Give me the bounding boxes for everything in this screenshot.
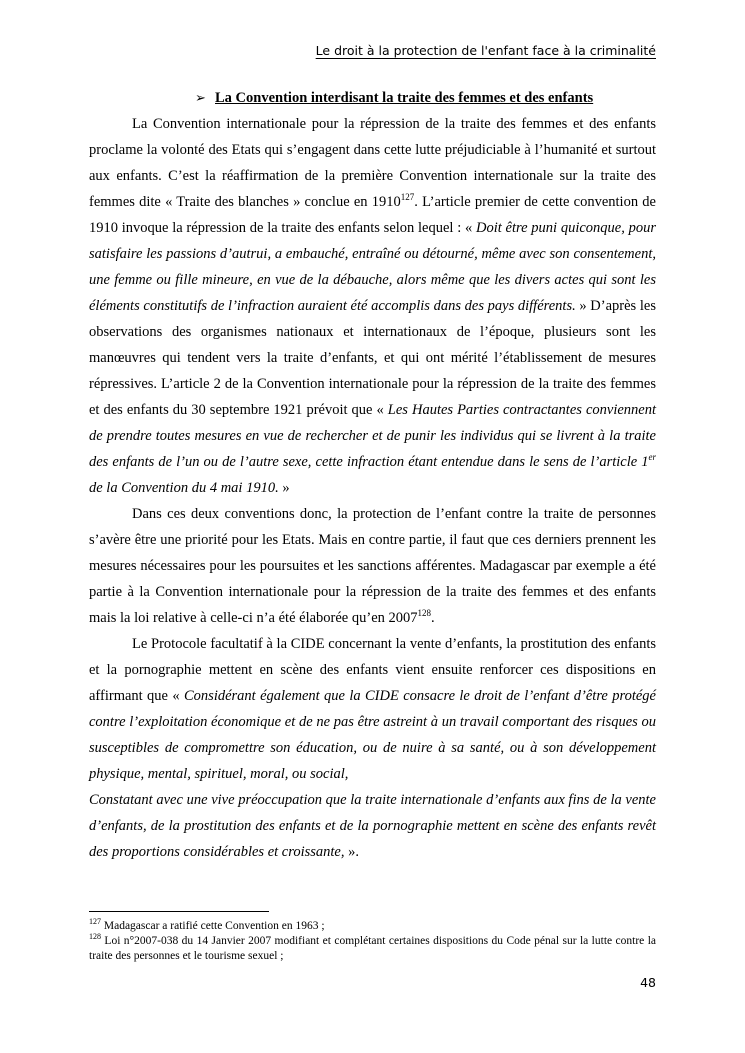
paragraph-1: La Convention internationale pour la répression de la traite des femmes et des enfants proclame la volonté des Etats qui s’engagent dans cette lutte préjudiciable à l’humanité et surtout aux enfants. C’est la réaffirmation de la première Convention internationale sur la traite des femmes dite « Traite des blanches » conclue en 1910$^{127}$. L’article premier de cette convention de 1910 invoque la répression de la traite des enfants selon lequel : « Doit être puni quiconque, pour satisfaire les passions d’autrui, a embauché, entraîné ou détourné, même avec son consentement, une femme ou fille mineure, en vue de la débauche, alors même que les divers actes qui sont les éléments constitutifs de l’infraction auraient été accomplis dans des pays différents. » D’après les observations des organismes nationaux et internationaux de l’époque, plusieurs sont les manœuvres qui tendent vers la traite d’enfants, et qui ont mérité l’établissement de mesures répressives. L’article 2 de la Convention internationale pour la répression de la traite des femmes et des enfants du 30 septembre 1921 prévoit que « Les Hautes Parties contractantes conviennent de prendre toutes mesures en vue de rechercher et de punir les individus qui se livrent à la traite des enfants de l’un ou de l’autre sexe, cette infraction étant entendue dans le sens de l’article 1er de la Convention du 4 mai 1910. » xyxy=(89,116,656,496)
paragraph-2: Dans ces deux conventions donc, la protection de l’enfant contre la traite de personnes s’avère être une priorité pour les Etats. Mais en contre partie, il faut que ces derniers prennent les mesures nécessaires pour les poursuites et les sanctions afférentes. Madagascar par exemple a été partie à la Convention internationale pour la répression de la traite des femmes et des enfants mais la loi relative à celle-ci n’a été élaborée qu’en 2007$^{128}$. xyxy=(89,506,656,626)
quote-1921: Les Hautes Parties contractantes conviennent de prendre toutes mesures en vue de rechercher et de punir les individus qui se livrent à la traite des enfants de l’un ou de l’autre sexe, cette infraction étant entendue dans le sens de l’article 1 xyxy=(89,402,656,470)
page-number: 48 xyxy=(640,975,656,990)
paragraph-4: Constatant avec une vive préoccupation que la traite internationale d’enfants aux fins de la vente d’enfants, de la prostitution des enfants et de la pornographie mettent en scène des enfants revêt des proportions considérables et croissante, ». xyxy=(89,792,656,860)
quote-1910: Doit être puni quiconque, pour satisfaire les passions d’autrui, a embauché, entraîné ou détourné, même avec son consentement, une femme ou fille mineure, en vue de la débauche, alors même que les divers actes qui sont les éléments constitutifs de l’infraction auraient été accomplis dans des pays différents. xyxy=(89,220,656,314)
section-heading-title: La Convention interdisant la traite des femmes et des enfants xyxy=(215,90,594,106)
footnote-ref-127[interactable]: 127 xyxy=(400,192,415,203)
arrow-bullet-icon: ➢ xyxy=(195,90,206,105)
section-heading xyxy=(89,85,656,111)
footnote-127: $^{127}$ Madagascar a ratifié cette Convention en 1963 ; xyxy=(89,917,325,932)
quote-protocol-continued: Constatant avec une vive préoccupation que la traite internationale d’enfants aux fins de la vente d’enfants, de la prostitution des enfants et de la pornographie mettent en scène des enfants revêt des proportions considérables et croissante, xyxy=(89,792,656,860)
footnote-separator xyxy=(89,911,269,912)
footnotes xyxy=(89,919,656,964)
footnote-ref-128[interactable]: 128 xyxy=(417,608,432,619)
quote-protocol: Considérant également que la CIDE consacre le droit de l’enfant d’être protégé contre l’exploitation économique et de ne pas être astreint à un travail comportant des risques ou susceptibles de compromettre son éducation, ou de nuire à sa santé, ou à son développement physique, mental, spirituel, moral, ou social, xyxy=(89,688,656,782)
body-text xyxy=(89,111,656,865)
paragraph-3: Le Protocole facultatif à la CIDE concernant la vente d’enfants, la prostitution des enfants et la pornographie mettent en scène des enfants vient ensuite renforcer ces dispositions en affirmant que « Considérant également que la CIDE consacre le droit de l’enfant d’être protégé contre l’exploitation économique et de ne pas être astreint à un travail comportant des risques ou susceptibles de compromettre son éducation, ou de nuire à sa santé, ou à son développement physique, mental, spirituel, moral, ou social, xyxy=(89,636,656,782)
footnote-128: $^{128}$ Loi n°2007-038 du 14 Janvier 2007 modifiant et complétant certaines dispositions du Code pénal sur la lutte contre la traite des personnes et le tourisme sexuel ; xyxy=(89,932,656,962)
running-header: Le droit à la protection de l'enfant face à la criminalité xyxy=(315,43,656,58)
